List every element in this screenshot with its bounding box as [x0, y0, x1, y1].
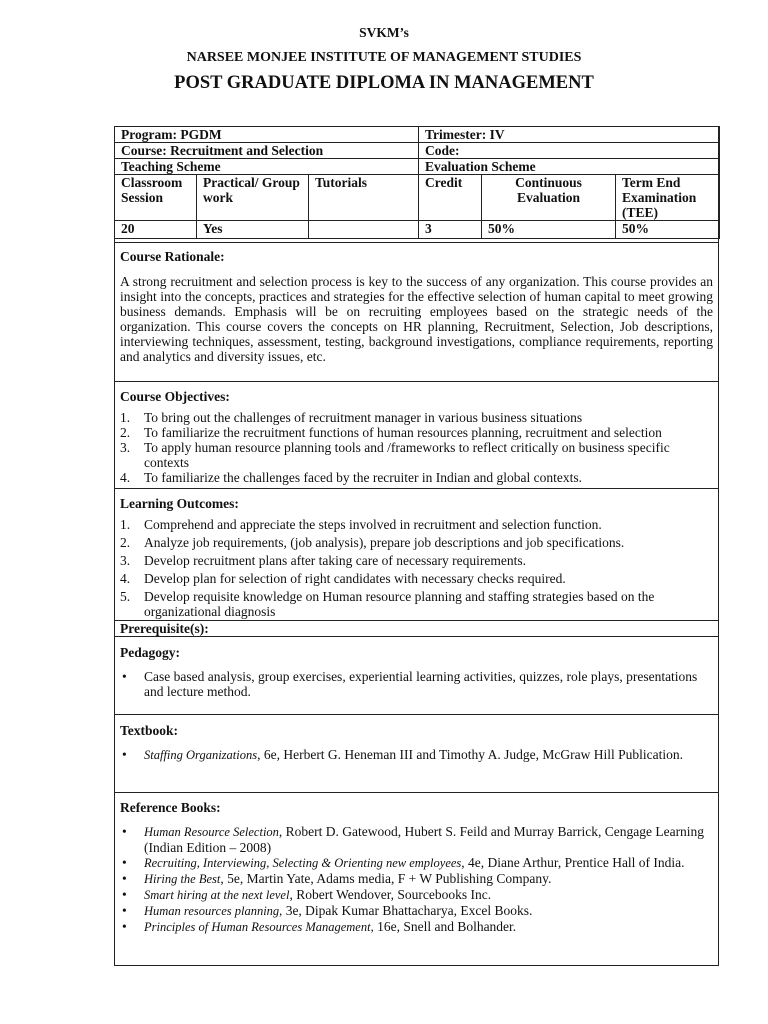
prerequisites-title: Prerequisite(s): [120, 621, 209, 636]
col-header: Classroom Session [115, 175, 197, 221]
outcomes-title: Learning Outcomes: [120, 496, 239, 511]
list-item: 5. Develop requisite knowledge on Human resource planning and staffing strategies based on the organizational diagnosis [120, 589, 655, 619]
value-cell: 20 [115, 221, 197, 239]
references-title: Reference Books: [120, 800, 221, 815]
objectives-list [120, 410, 713, 485]
value-cell: Yes [197, 221, 309, 239]
institute-heading: NARSEE MONJEE INSTITUTE OF MANAGEMENT STUDIES [186, 50, 582, 65]
objectives-title: Course Objectives: [120, 389, 230, 404]
col-header: Credit [419, 175, 482, 221]
rationale-text: A strong recruitment and selection process is key to the success of any organization. This course provides an insight into the concepts, practices and strategies for the effective selection of human capital to meet growing business demands. Emphasis will be on recruiting employees based on the strategic needs of the organization. This course covers the concepts on HR planning, Recruitment, Selection, Job descriptions, interviewing techniques, assessment, testing, background investigations, compliance requirements, reporting and analytics and diversity issues, etc. [120, 274, 713, 364]
program-heading: POST GRADUATE DIPLOMA IN MANAGEMENT [174, 73, 594, 93]
list-item: • Principles of Human Resources Management, 16e, Snell and Bolhander. [120, 919, 713, 935]
rationale-title: Course Rationale: [120, 249, 225, 264]
prerequisites-section [114, 620, 719, 636]
references-section [114, 792, 719, 935]
objectives-section [114, 381, 719, 489]
list-item: • Hiring the Best, 5e, Martin Yate, Adams media, F + W Publishing Company. [120, 871, 713, 887]
pedagogy-title: Pedagogy: [120, 645, 180, 660]
textbook-title: Textbook: [120, 723, 179, 738]
value-cell [309, 221, 419, 239]
course-info-table [114, 126, 720, 239]
list-item: 3. Develop recruitment plans after taking care of necessary requirements. [120, 553, 526, 568]
svkm-heading: SVKM’s [359, 25, 409, 40]
list-item: 4. To familiarize the challenges faced by the recruiter in Indian and global contexts. [120, 470, 582, 485]
code-cell: Code: [419, 143, 720, 159]
list-item: • Smart hiring at the next level, Robert Wendover, Sourcebooks Inc. [120, 887, 713, 903]
value-cell: 50% [616, 221, 720, 239]
outcomes-list [120, 517, 713, 619]
program-cell: Program: PGDM [115, 127, 419, 143]
trimester-cell: Trimester: IV [419, 127, 720, 143]
col-header: Practical/ Group work [197, 175, 309, 221]
teaching-scheme-cell: Teaching Scheme [115, 159, 419, 175]
list-item: 2. To familiarize the recruitment functions of human resources planning, recruitment and selection [120, 425, 662, 440]
list-item: • Case based analysis, group exercises, experiential learning activities, quizzes, role plays, presentations and lecture method. [120, 669, 713, 699]
evaluation-scheme-cell: Evaluation Scheme [419, 159, 720, 175]
references-list [120, 824, 713, 935]
list-item: 3. To apply human resource planning tools and /frameworks to reflect critically on business specific contexts [120, 440, 670, 470]
list-item: • Human resources planning, 3e, Dipak Kumar Bhattacharya, Excel Books. [120, 903, 713, 919]
course-cell: Course: Recruitment and Selection [115, 143, 419, 159]
list-item: 4. Develop plan for selection of right candidates with necessary checks required. [120, 571, 566, 586]
pedagogy-section [114, 636, 719, 714]
textbook-list [120, 747, 713, 763]
value-cell: 3 [419, 221, 482, 239]
list-item: • Recruiting, Interviewing, Selecting & Orienting new employees, 4e, Diane Arthur, Prentice Hall of India. [120, 855, 713, 871]
pedagogy-list [120, 669, 713, 699]
list-item: • Staffing Organizations, 6e, Herbert G. Heneman III and Timothy A. Judge, McGraw Hill Publication. [120, 747, 713, 763]
col-header: Term End Examination (TEE) [616, 175, 720, 221]
col-header: Tutorials [309, 175, 419, 221]
outcomes-section [114, 488, 719, 621]
col-header: Continuous Evaluation [482, 175, 616, 221]
value-cell: 50% [482, 221, 616, 239]
rationale-section [114, 242, 719, 382]
textbook-section [114, 714, 719, 792]
list-item: 1. Comprehend and appreciate the steps involved in recruitment and selection function. [120, 517, 602, 532]
list-item: 2. Analyze job requirements, (job analysis), prepare job descriptions and job specifications. [120, 535, 625, 550]
list-item: 1. To bring out the challenges of recruitment manager in various business situations [120, 410, 583, 425]
list-item: • Human Resource Selection, Robert D. Gatewood, Hubert S. Feild and Murray Barrick, Cengage Learning (Indian Edition – 2008) [120, 824, 713, 855]
